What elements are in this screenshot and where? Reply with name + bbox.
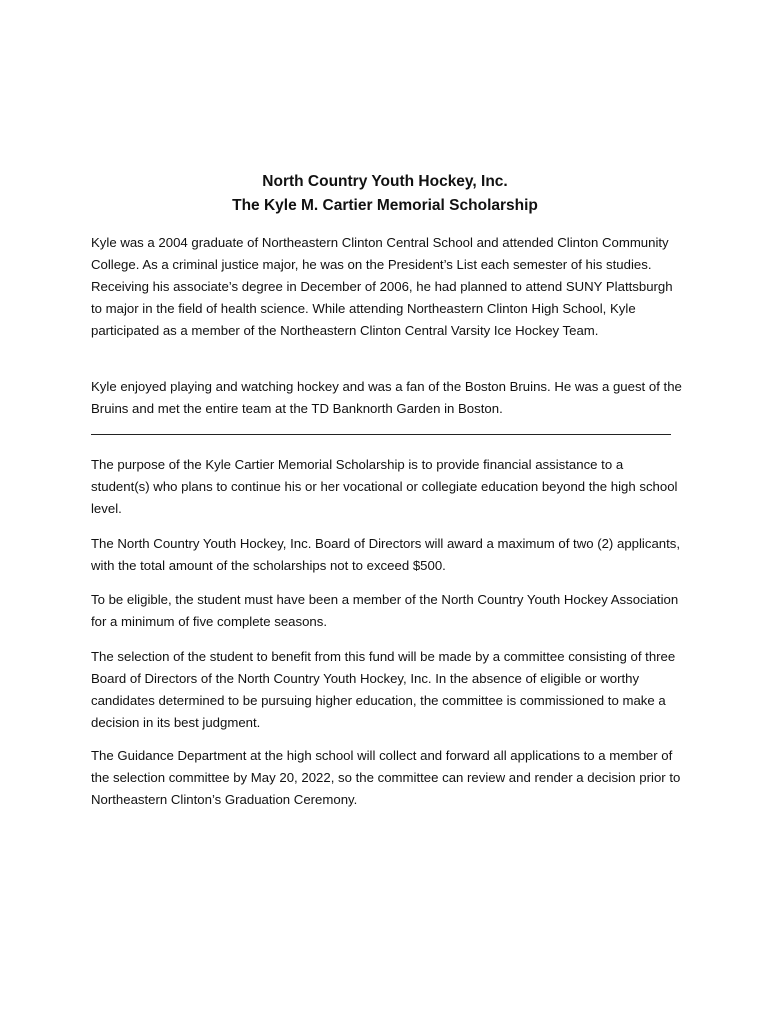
section-divider: [91, 434, 671, 435]
paragraph-hockey: Kyle enjoyed playing and watching hockey and was a fan of the Boston Bruins. He was a guest of the Bruins and met the entire team at the TD Banknorth Garden in Boston.: [91, 379, 682, 416]
organization-title: North Country Youth Hockey, Inc.: [262, 173, 508, 190]
paragraph-bio: Kyle was a 2004 graduate of Northeastern Clinton Central School and attended Clinton Community College. As a criminal justice major, he was on the President’s List each semester of his studies. Receiving his associate’s degree in December of 2006, he had planned to attend SUNY Plattsburgh to major in the field of health science. While attending Northeastern Clinton High School, Kyle participated as a member of the Northeastern Clinton Central Varsity Ice Hockey Team.: [91, 235, 673, 338]
paragraph-award: The North Country Youth Hockey, Inc. Board of Directors will award a maximum of two (2) applicants, with the total amount of the scholarships not to exceed $500.: [91, 536, 681, 573]
paragraph-guidance: The Guidance Department at the high school will collect and forward all applications to a member of the selection committee by May 20, 2022, so the committee can review and render a decision prior to Northeastern Clinton’s Graduation Ceremony.: [91, 748, 681, 807]
paragraph-selection: The selection of the student to benefit from this fund will be made by a committee consisting of three Board of Directors of the North Country Youth Hockey, Inc. In the absence of eligible or worthy candidates determined to be pursuing higher education, the committee is commissioned to make a decision in its best judgment.: [91, 649, 676, 730]
scholarship-title: The Kyle M. Cartier Memorial Scholarship: [232, 197, 538, 214]
paragraph-purpose: The purpose of the Kyle Cartier Memorial Scholarship is to provide financial assistance to a student(s) who plans to continue his or her vocational or collegiate education beyond the high school level.: [91, 457, 678, 516]
document-heading: [0, 170, 770, 218]
paragraph-eligibility: To be eligible, the student must have been a member of the North Country Youth Hockey Association for a minimum of five complete seasons.: [91, 592, 679, 629]
